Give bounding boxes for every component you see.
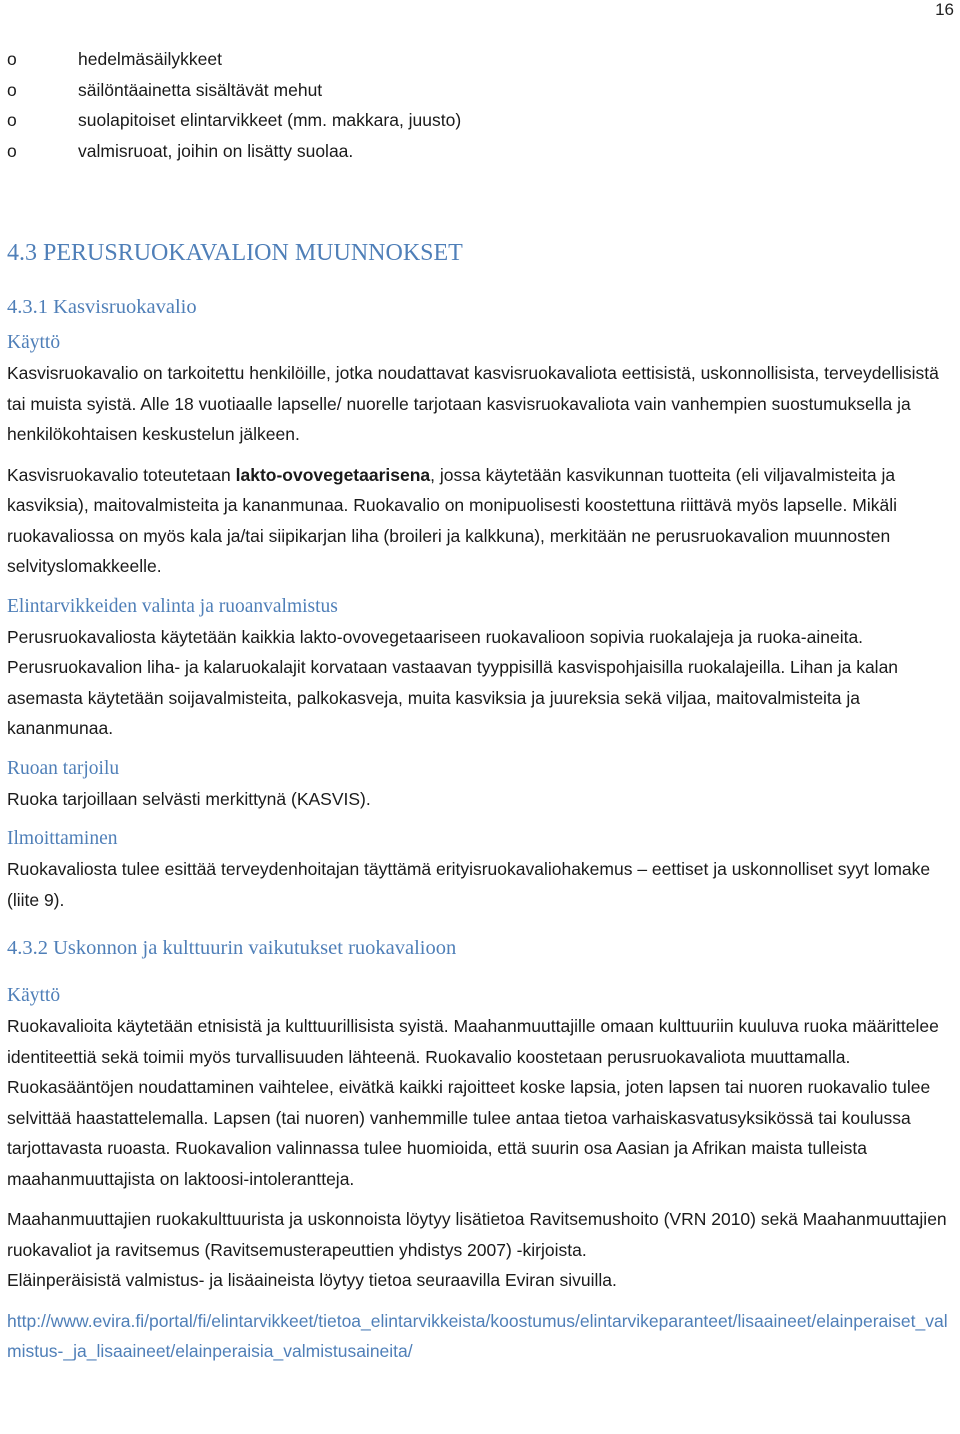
document-body: [7, 44, 953, 1367]
list-item: [7, 75, 953, 106]
list-item-text: hedelmäsäilykkeet: [78, 49, 222, 69]
notification-heading: Ilmoittaminen: [7, 828, 118, 849]
list-item: [7, 136, 953, 167]
bullet-marker: o: [7, 79, 17, 100]
reference-paragraph: Maahanmuuttajien ruokakulttuurista ja uskonnoista löytyy lisätietoa Ravitsemushoito (VRN 2010) sekä Maahanmuuttajien ruokavaliot ja ravitsemus (Ravitsemusterapeuttien yhdistys 2007) -kirjoista.: [7, 1209, 947, 1260]
implementation-paragraph: [7, 460, 953, 582]
notification-paragraph: Ruokavaliosta tulee esittää terveydenhoitajan täyttämä erityisruokavaliohakemus – eettiset ja uskonnolliset syyt lomake (liite 9).: [7, 859, 931, 910]
bullet-marker: o: [7, 140, 17, 161]
selection-paragraph: Perusruokavaliosta käytetään kaikkia lakto-ovovegetaariseen ruokavalioon sopivia ruokalajeja ja ruoka-aineita. Perusruokavalion liha- ja kalaruokalajit korvataan vastaavan tyyppisillä kasvispohjaisilla ruokalajeilla. Lihan ja kalan asemasta käytetään soijavalmisteita, palkokasveja, muita kasviksia ja juureksia sekä viljaa, maitovalmisteita ja kananmunaa.: [7, 626, 899, 738]
list-item-text: valmisruoat, joihin on lisätty suolaa.: [78, 140, 354, 161]
subsection-title-culture: 4.3.2 Uskonnon ja kulttuurin vaikutukset ruokavalioon: [7, 937, 457, 959]
evira-paragraph: Eläinperäisistä valmistus- ja lisäaineista löytyy tietoa seuraavilla Eviran sivuilla.: [7, 1270, 617, 1290]
usage-paragraph: Kasvisruokavalio on tarkoitettu henkilöille, jotka noudattavat kasvisruokavaliota eettisistä, uskonnollisista, terveydellisistä tai muista syistä. Alle 18 vuotiaalle lapselle/ nuorelle tarjotaan kasvisruokavaliota vain vanhempien suostumuksella ja henkilökohtaisen keskustelun jälkeen.: [7, 363, 939, 444]
bullet-marker: o: [7, 49, 17, 69]
serving-paragraph: Ruoka tarjoillaan selvästi merkittynä (KASVIS).: [7, 788, 371, 809]
list-item-text: säilöntäainetta sisältävät mehut: [78, 79, 323, 100]
section-title: 4.3 PERUSRUOKAVALION MUUNNOKSET: [7, 240, 463, 266]
list-item-text: suolapitoiset elintarvikkeet (mm. makkara, juusto): [78, 110, 462, 130]
list-item: [7, 44, 953, 75]
evira-link[interactable]: http://www.evira.fi/portal/fi/elintarvikkeet/tietoa_elintarvikkeista/koostumus/elintarvikeparanteet/lisaaineet/elainperaiset_valmistus-_ja_lisaaineet/elainperaisia_valmistusaineita/: [7, 1310, 948, 1361]
text-run: Kasvisruokavalio toteutetaan: [7, 464, 236, 485]
bullet-list: [7, 44, 953, 166]
bold-term: lakto-ovovegetaarisena: [235, 464, 431, 485]
culture-usage-paragraph: Ruokavalioita käytetään etnisistä ja kulttuurillisista syistä. Maahanmuuttajille omaan kulttuuriin kuuluva ruoka määrittelee identiteettiä sekä toimii myös turvallisuuden lähteenä. Ruokavalio koostetaan perusruokavaliota muuttamalla. Ruokasääntöjen noudattaminen vaihtelee, eivätkä kaikki rajoitteet koske lapsia, joten lapsen tai nuoren ruokavalio tulee selvittää haastattelemalla. Lapsen (tai nuoren) vanhemmille tulee antaa tietoa varhaiskasvatusyksikössä tai koulussa tarjottavasta ruoasta. Ruokavalion valinnassa tulee huomioida, että suurin osa Aasian ja Afrikan maista tulleista maahanmuuttajista on laktoosi-intolerantteja.: [7, 1016, 939, 1189]
page-number: 16: [935, 0, 954, 19]
usage-heading: Käyttö: [7, 985, 61, 1006]
subsection-title-kasvis: 4.3.1 Kasvisruokavalio: [7, 296, 197, 318]
usage-heading: Käyttö: [7, 332, 61, 353]
text-run: , jossa käytetään kasvikunnan tuotteita (eli viljavalmisteita ja kasviksia), maitovalmisteita ja kananmunaa. Ruokavalio on monipuolisesti koostettuna riittävä myös lapselle. Mikäli ruokavaliossa on myös kala ja/tai siipikarjan liha (broileri ja kalkkuna), merkitään ne perusruokavalion muunnosten selvityslomakkeelle.: [7, 464, 897, 576]
serving-heading: Ruoan tarjoilu: [7, 757, 120, 779]
selection-heading: Elintarvikkeiden valinta ja ruoanvalmistus: [7, 595, 338, 617]
list-item: [7, 105, 953, 136]
bullet-marker: o: [7, 110, 17, 130]
